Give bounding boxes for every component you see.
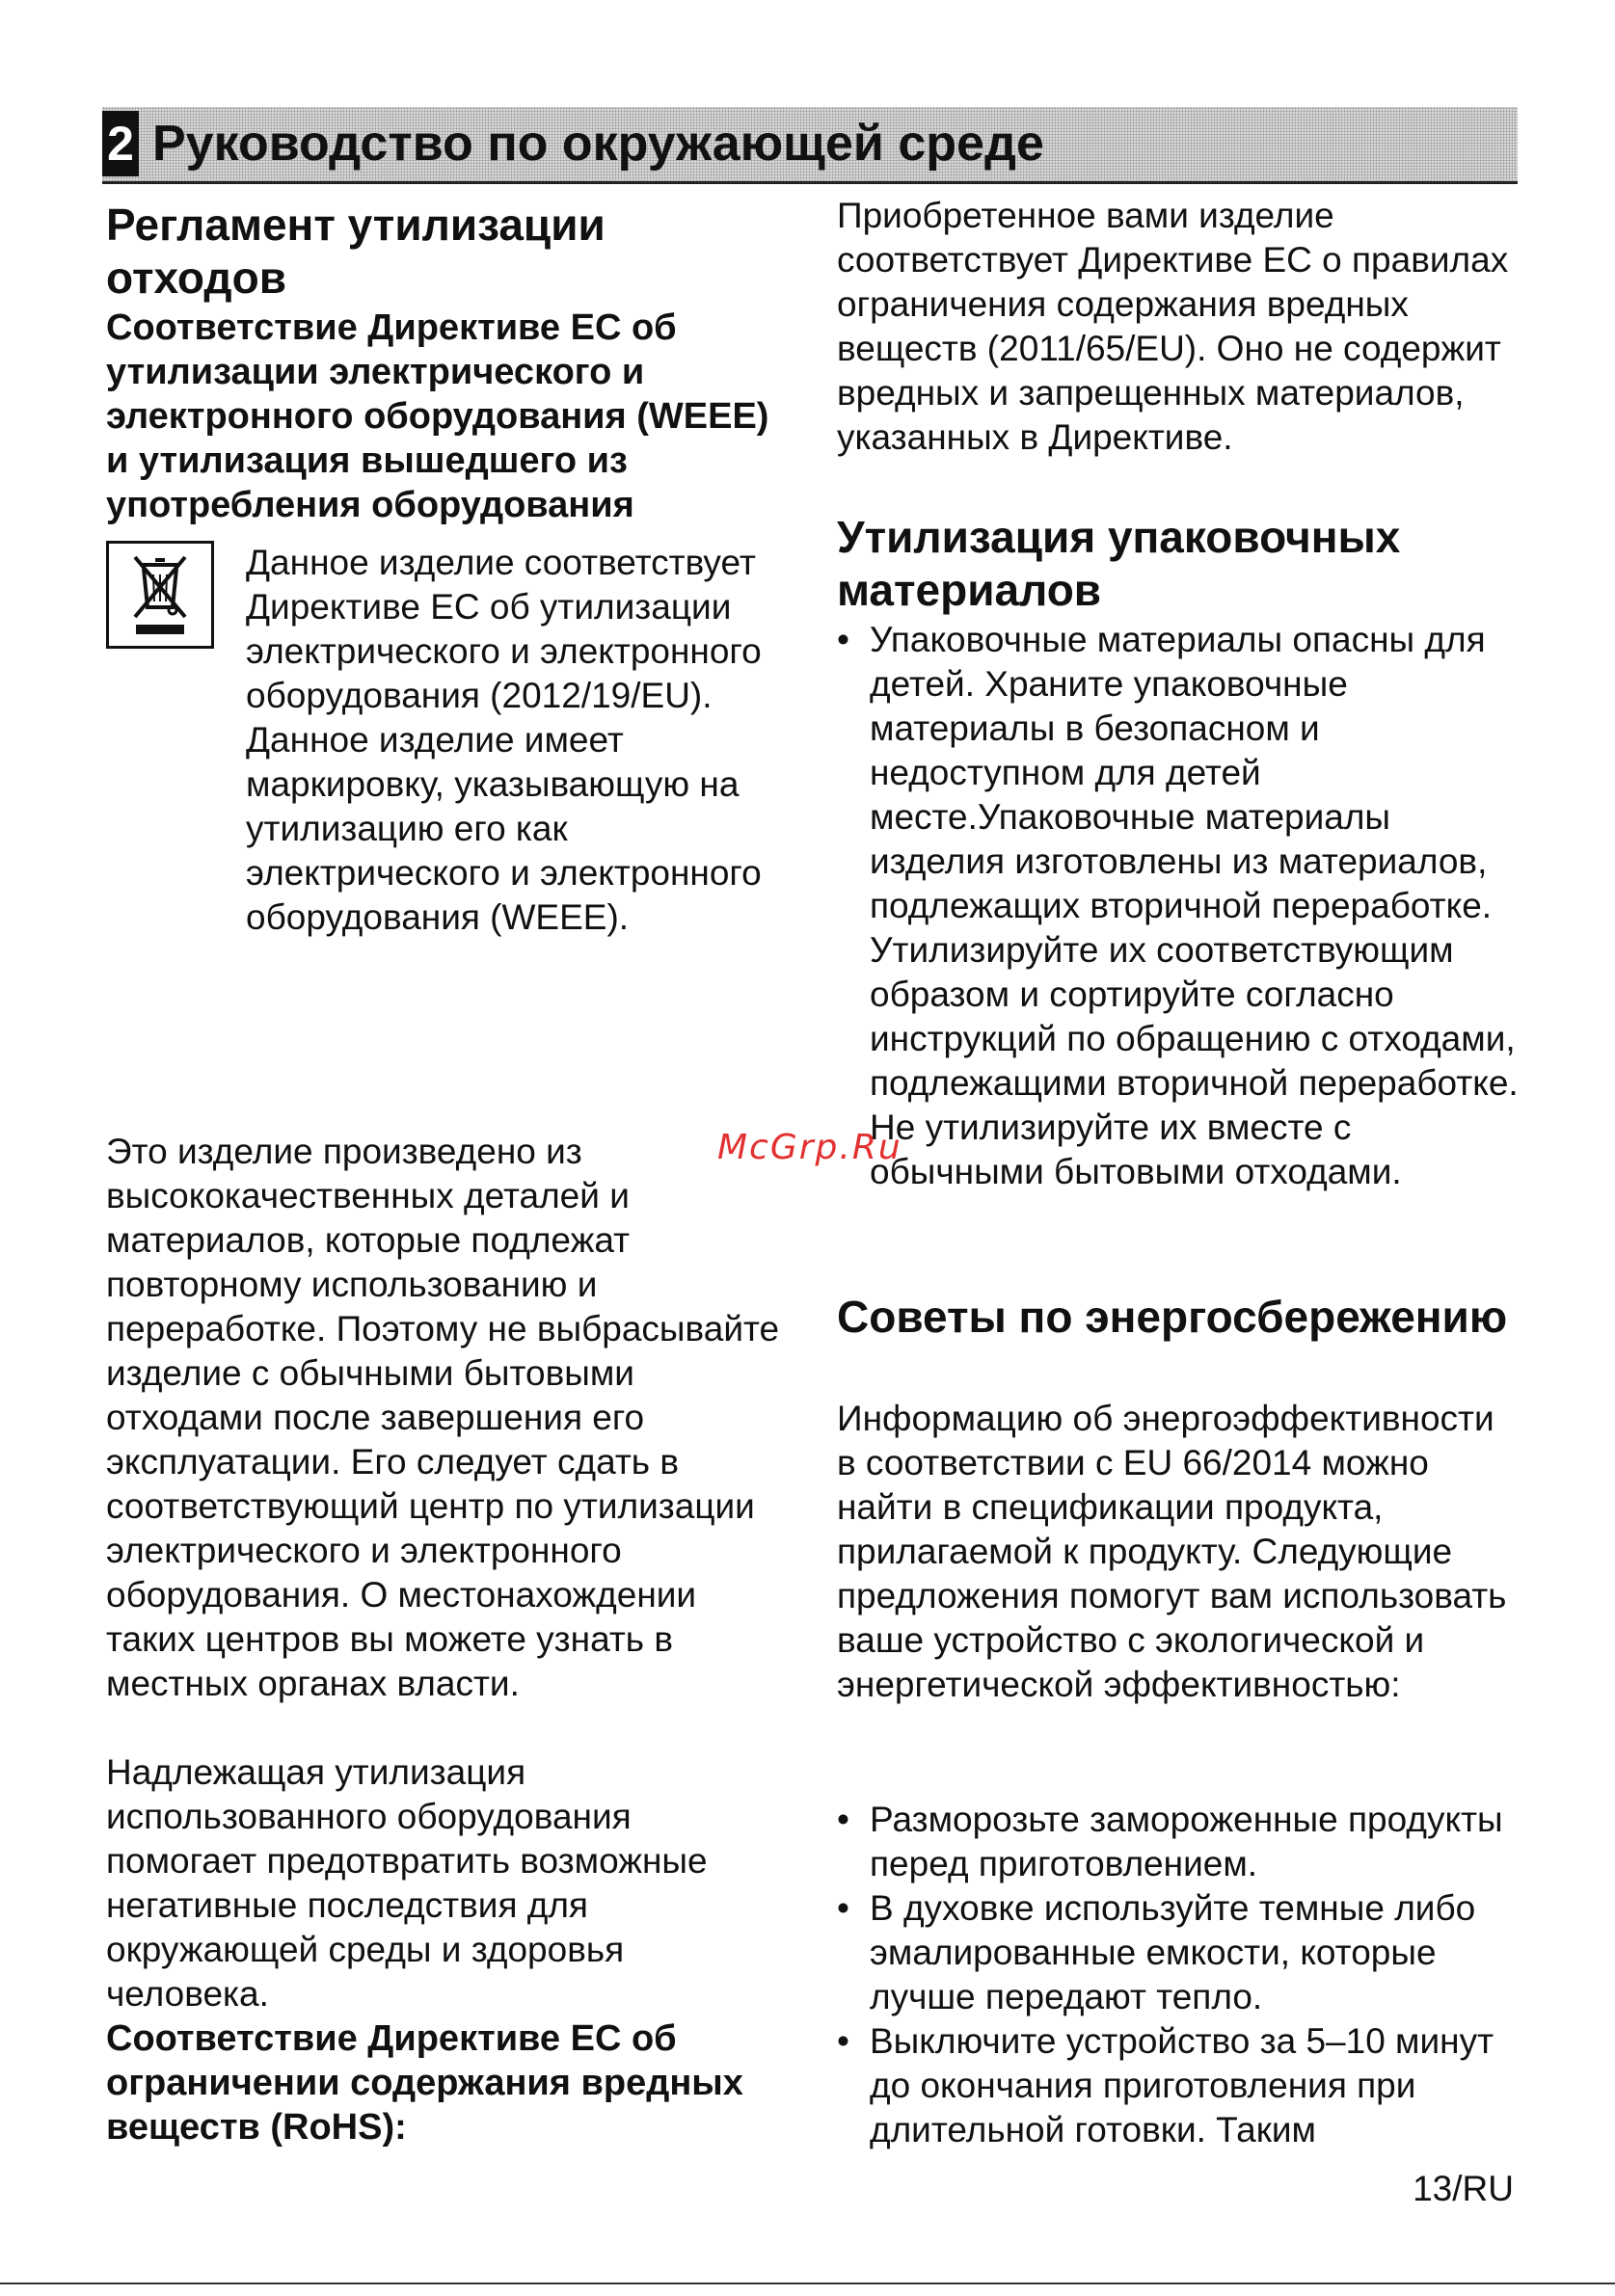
list-item — [837, 1886, 1521, 2019]
bullet: • — [837, 620, 849, 659]
packaging-heading: Утилизация упаковочных материалов — [837, 512, 1401, 615]
page-number: 13/RU — [1413, 2169, 1514, 2208]
energy-heading: Советы по энергосбережению — [837, 1292, 1508, 1342]
weee-heading: Соответствие Директиве ЕС об утилизации электрического и электронного оборудования (WEEE) и утилизация вышедшего из употребления оборудования — [106, 307, 769, 525]
packaging-item-text: Упаковочные материалы опасны для детей. Храните упаковочные материалы в безопасном и недоступном для детей месте.Упаковочные материалы изделия изготовлены из материалов, подлежащих вторичной переработке. Утилизируйте их соответствующим образом и сортируйте согласно инструкций по обращению с отходами, подлежащими вторичной переработке. Не утилизируйте их вместе с обычными бытовыми отходами. — [870, 620, 1519, 1191]
bottom-divider — [0, 2283, 1615, 2284]
list-item — [837, 618, 1521, 1194]
bullet: • — [837, 1800, 849, 1839]
energy-text: Информацию об энергоэффективности в соответствии с EU 66/2014 можно найти в спецификации продукта, прилагаемой к продукту. Следующие предложения помогут вам использовать ваше устройство с экологической и энергетической эффективностью: — [837, 1399, 1507, 1704]
section-number: 2 — [102, 111, 139, 176]
packaging-list — [837, 618, 1521, 1194]
section-header — [102, 107, 1518, 184]
disposal-text: Надлежащая утилизация использованного оборудования помогает предотвратить возможные негативные последствия для окружающей среды и здоровья человека. — [106, 1752, 708, 2014]
waste-heading: Регламент утилизации отходов — [106, 200, 606, 303]
rohs-heading: Соответствие Директиве ЕС об ограничении содержания вредных веществ (RoHS): — [106, 2018, 743, 2148]
section-title: Руководство по окружающей среде — [152, 116, 1044, 172]
weee-text: Данное изделие соответствует Директиве ЕС об утилизации электрического и электронного оборудования (2012/19/EU). Данное изделие имеет маркировку, указывающую на утилизацию его как электрического и электронного оборудования (WEEE). — [246, 543, 762, 937]
list-item — [837, 1798, 1521, 1886]
bullet: • — [837, 1888, 849, 1928]
tip-text: Разморозьте замороженные продукты перед приготовлением. — [870, 1800, 1503, 1883]
tip-text: Выключите устройство за 5–10 минут до окончания приготовления при длительной готовки. Таким — [870, 2021, 1494, 2149]
bullet: • — [837, 2021, 849, 2061]
rohs-text: Приобретенное вами изделие соответствует Директиве ЕС о правилах ограничения содержания вредных веществ (2011/65/EU). Оно не содержит вредных и запрещенных материалов, указанных в Директиве. — [837, 196, 1509, 457]
list-item — [837, 2019, 1521, 2152]
energy-tips-list — [837, 1798, 1521, 2152]
tip-text: В духовке используйте темные либо эмалированные емкости, которые лучше передают тепло. — [870, 1888, 1476, 2016]
watermark: McGrp.Ru — [717, 1128, 902, 1167]
recycle-text: Это изделие произведено из высококачественных деталей и материалов, которые подлежат повторному использованию и переработке. Поэтому не выбрасывайте изделие с обычными бытовыми отходами после завершения его эксплуатации. Его следует сдать в соответствующий центр по утилизации электрического и электронного оборудования. О местонахождении таких центров вы можете узнать в местных органах власти. — [106, 1132, 780, 1703]
weee-icon — [106, 541, 214, 649]
